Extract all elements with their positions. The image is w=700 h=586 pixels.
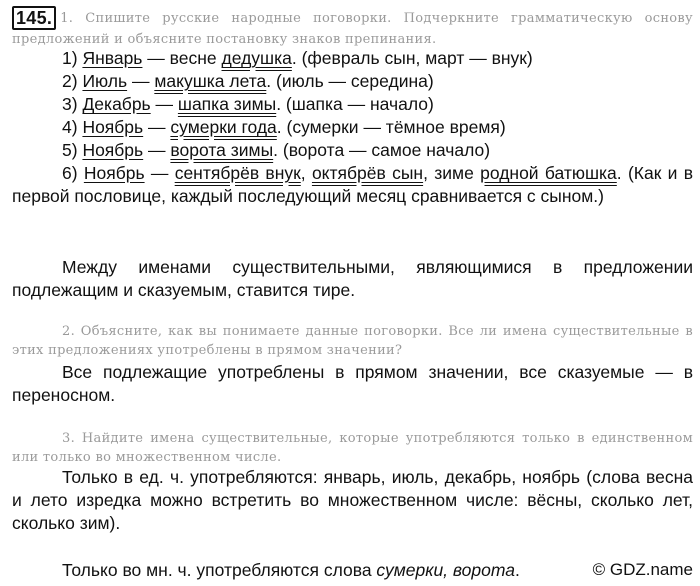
proverb-dash: — (144, 163, 175, 183)
proverb-line (12, 93, 693, 116)
predicate: сумерки года (170, 117, 277, 137)
source-credit: © GDZ.name (592, 560, 693, 579)
proverb-number: 5) (62, 140, 83, 160)
predicate: сентябрёв внук (174, 163, 301, 183)
proverb-6 (12, 162, 693, 208)
subject: Ноябрь (82, 117, 144, 137)
proverb-note: . (июль — середина) (266, 71, 434, 91)
answer-4-end: . (514, 560, 520, 580)
proverb-comma: , (300, 163, 312, 183)
predicate: родной батюшка (480, 163, 617, 183)
answer-2-text: Все подлежащие употреблены в прямом значении, все сказуемые — в переносном. (12, 362, 693, 405)
proverb-number: 4) (62, 117, 83, 137)
proverb-number: 1) (62, 48, 83, 68)
proverb-number: 2) (62, 71, 83, 91)
task-3-text: 3. Найдите имена существительные, которые употребляются только в единственном или только во множественном числе. (12, 431, 693, 465)
exercise-number: 145. (12, 6, 56, 30)
predicate: шапка зимы (177, 94, 277, 114)
subject: Ноябрь (83, 163, 145, 183)
proverb-number: 3) (62, 94, 83, 114)
predicate: ворота зимы (170, 140, 274, 160)
proverb-dash: — (143, 140, 171, 160)
task-2 (12, 322, 693, 360)
predicate: макушка лета (154, 71, 267, 91)
subject: Декабрь (82, 94, 151, 114)
task-3 (12, 429, 693, 467)
proverb-dash: — весне (142, 48, 222, 68)
proverb-line (12, 116, 693, 139)
proverb-dash: — (150, 94, 178, 114)
proverb-dash: — (127, 71, 155, 91)
task-1-text: 1. Спишите русские народные поговорки. Подчеркните грамматическую основу предложений и объясните постановку знаков препинания. (12, 11, 693, 47)
proverb-text: , зиме (423, 163, 481, 183)
subject: Июль (82, 71, 128, 91)
predicate: дедушка (221, 48, 292, 68)
proverb-line (12, 47, 693, 70)
answer-2 (12, 361, 693, 407)
answer-3 (12, 466, 693, 535)
proverb-note: . (сумерки — тёмное время) (276, 117, 506, 137)
task-1 (12, 6, 693, 49)
proverb-note: . (Как и в первой пословице, каждый последующий месяц сравнивается с сыном.) (12, 163, 694, 206)
task-2-text: 2. Объясните, как вы понимаете данные поговорки. Все ли имена существительные в этих предложениях употреблены в прямом значении? (12, 324, 693, 358)
proverb-number: 6) (62, 163, 84, 183)
proverb-note: . (февраль сын, март — внук) (291, 48, 533, 68)
answer-1-text: Между именами существительными, являющимися в предложении подлежащим и сказуемым, ставится тире. (12, 257, 693, 300)
proverb-line (12, 139, 693, 162)
proverb-note: . (шапка — начало) (276, 94, 434, 114)
proverb-dash: — (143, 117, 171, 137)
proverb-note: . (ворота — самое начало) (273, 140, 491, 160)
answer-4-words: сумерки, ворота (376, 560, 515, 580)
subject: Январь (82, 48, 143, 68)
answer-4 (12, 559, 552, 582)
proverbs-list (12, 47, 693, 208)
answer-1 (12, 256, 693, 302)
subject: Ноябрь (82, 140, 144, 160)
answer-4-text: Только во мн. ч. употребляются слова (62, 560, 377, 580)
answer-3-text: Только в ед. ч. употребляются: январь, июль, декабрь, ноябрь (слова весна и лето изредка можно встретить во множественном числе: вёсны, сколько лет, сколько зим). (12, 467, 693, 533)
proverb-line (12, 70, 693, 93)
predicate: октябрёв сын (311, 163, 424, 183)
